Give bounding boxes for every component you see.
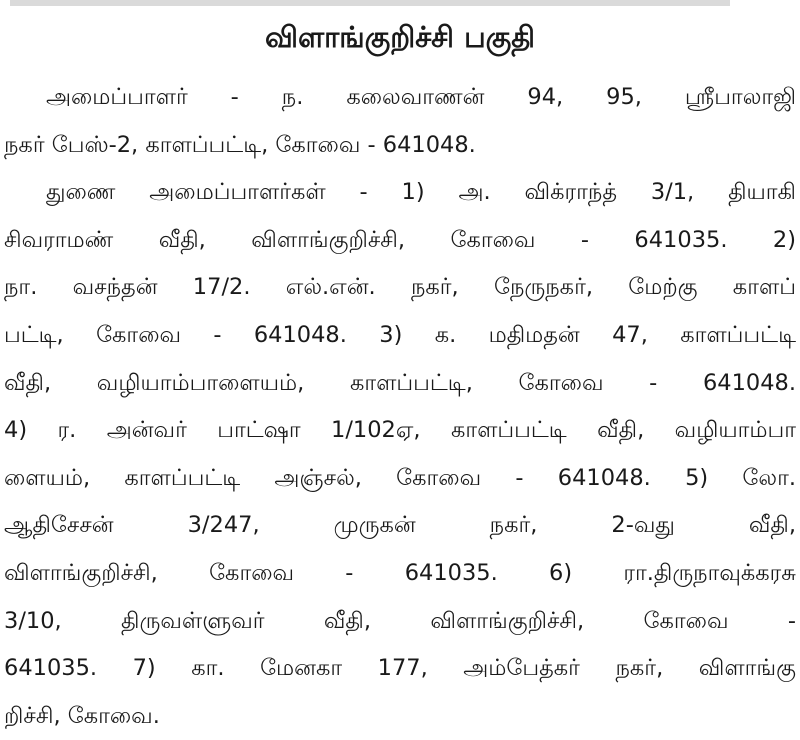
text-line: பட்டி, கோவை - 641048. 3) க. மதிமதன் 47, காளப்பட்டி [4,321,796,348]
text-line: றிச்சி, கோவை. [4,702,160,729]
text-line: அமைப்பாளர் - ந. கலைவாணன் 94, 95, ஸ்ரீபாலாஜி [46,84,796,110]
text-line: துணை அமைப்பாளர்கள் - 1) அ. விக்ராந்த் 3/1, தியாகி [46,179,796,206]
text-line: வீதி, வழியாம்பாளையம், காளப்பட்டி, கோவை - 641048. [4,369,796,396]
text-line: 4) ர. அன்வர் பாட்ஷா 1/102ஏ, காளப்பட்டி வீதி, வழியாம்பா [4,417,796,444]
text-line: 641035. 7) கா. மேனகா 177, அம்பேத்கர் நகர், விளாங்கு [4,655,796,682]
text-line: ளையம், காளப்பட்டி அஞ்சல், கோவை - 641048. 5) லோ. [4,464,796,491]
text-line: நகர் பேஸ்-2, காளப்பட்டி, கோவை - 641048. [4,131,476,158]
section-title: விளாங்குறிச்சி பகுதி [264,20,536,54]
text-line: 3/10, திருவள்ளுவர் வீதி, விளாங்குறிச்சி, கோவை - [4,607,796,634]
text-line: விளாங்குறிச்சி, கோவை - 641035. 6) ரா.திருநாவுக்கரசு [4,559,796,586]
text-line: நா. வசந்தன் 17/2. எல்.என். நகர், நேருநகர், மேற்கு காளப் [4,274,796,301]
article-body [4,74,796,740]
text-line: சிவராமண் வீதி, விளாங்குறிச்சி, கோவை - 641035. 2) [4,226,796,253]
text-line: ஆதிசேசன் 3/247, முருகன் நகர், 2-வது வீதி, [4,512,796,539]
cropped-previous-line [10,0,730,6]
